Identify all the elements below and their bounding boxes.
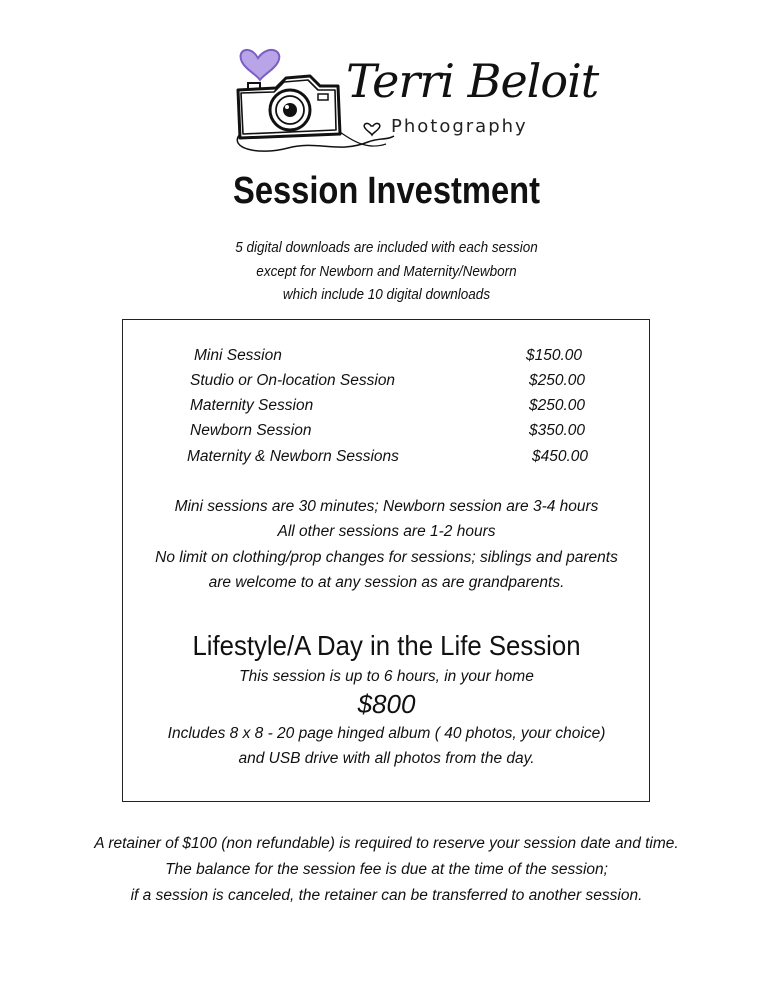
session-price: $350.00 bbox=[529, 422, 586, 439]
session-price: $150.00 bbox=[526, 347, 583, 364]
session-price: $450.00 bbox=[532, 448, 589, 465]
session-name: Mini Session bbox=[194, 347, 282, 364]
session-note: Mini sessions are 30 minutes; Newborn session are 3-4 hours bbox=[174, 498, 599, 515]
lifestyle-price: $800 bbox=[357, 689, 416, 719]
lifestyle-title: Lifestyle/A Day in the Life Session bbox=[192, 630, 581, 661]
session-name: Maternity Session bbox=[190, 397, 314, 414]
lifestyle-subtitle: This session is up to 6 hours, in your home bbox=[239, 668, 534, 685]
session-note: No limit on clothing/prop changes for sessions; siblings and parents bbox=[155, 549, 618, 566]
intro-line: except for Newborn and Maternity/Newborn bbox=[256, 262, 517, 280]
session-name: Studio or On-location Session bbox=[190, 372, 396, 389]
session-price: $250.00 bbox=[529, 397, 586, 414]
session-note: All other sessions are 1-2 hours bbox=[277, 523, 496, 540]
lifestyle-detail: Includes 8 x 8 - 20 page hinged album ( 40 photos, your choice) bbox=[167, 725, 606, 742]
intro-line: 5 digital downloads are included with each session bbox=[235, 239, 538, 256]
retainer-policy bbox=[0, 831, 773, 909]
intro-line: which include 10 digital downloads bbox=[282, 286, 491, 303]
logo-name: Terri Beloit bbox=[346, 54, 599, 108]
page-title: Session Investment bbox=[233, 170, 540, 212]
lifestyle-detail: and USB drive with all photos from the day. bbox=[238, 750, 535, 767]
logo-subtitle: Photography bbox=[391, 116, 528, 137]
logo bbox=[228, 38, 599, 158]
session-price: $250.00 bbox=[529, 372, 586, 389]
session-note: are welcome to at any session as are grandparents. bbox=[208, 574, 565, 591]
session-name: Maternity & Newborn Sessions bbox=[187, 448, 399, 465]
policy-line: if a session is canceled, the retainer can be transferred to another session. bbox=[130, 887, 643, 904]
policy-line: A retainer of $100 (non refundable) is required to reserve your session date and time. bbox=[94, 835, 679, 852]
policy-line: The balance for the session fee is due at the time of the session; bbox=[165, 861, 608, 878]
session-name: Newborn Session bbox=[190, 422, 312, 439]
intro-text bbox=[0, 236, 773, 307]
